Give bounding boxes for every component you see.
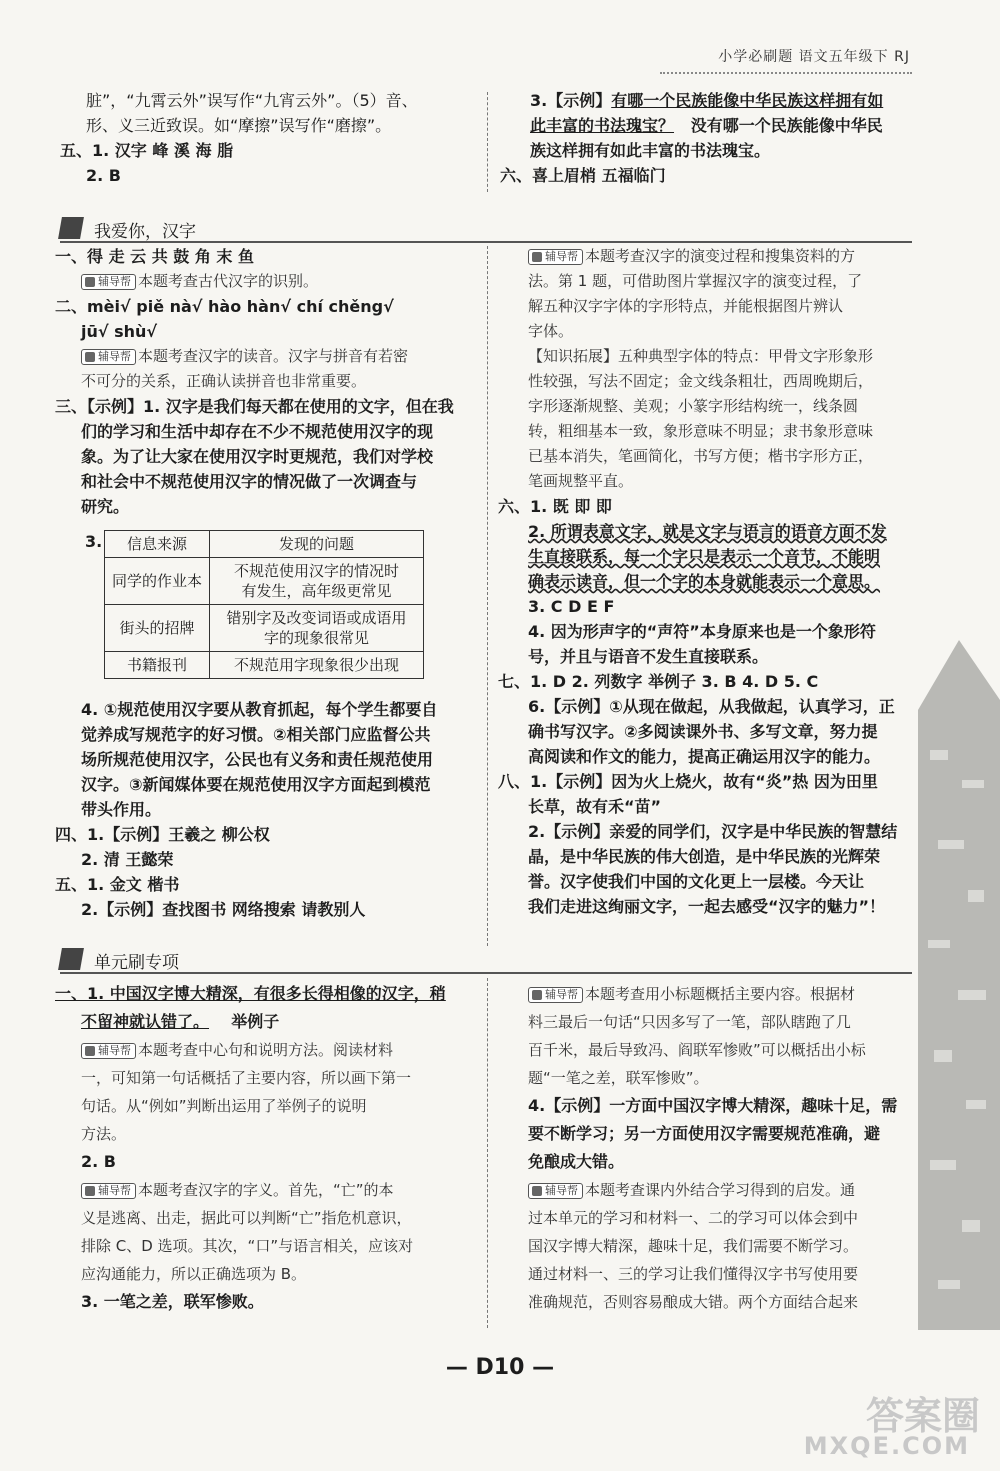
answer-line: 2.【示例】亲爱的同学们，汉字是中华民族的智慧结	[528, 822, 898, 841]
note-text: 本题考查中心句和说明方法。阅读材料	[138, 1041, 394, 1059]
answer-line: 汉字。③新闻媒体要在规范使用汉字方面起到模范	[81, 775, 431, 794]
section-header	[60, 215, 912, 243]
answer-line: 场所规范使用汉字，公民也有义务和责任规范使用	[81, 750, 434, 769]
watermark-url: MXQE.COM	[803, 1432, 970, 1460]
section1-left-lower	[55, 697, 480, 922]
watermark-logo: 答案圈	[865, 1394, 980, 1438]
answer-line: 4.【示例】一方面中国汉字博大精深，趣味十足，需	[528, 1096, 898, 1115]
wavy-answer: 2. 所谓表意文字，就是文字与语言的语音方面不发	[528, 522, 887, 541]
note-text: 本题考查汉字的读音。汉字与拼音有若密	[138, 347, 409, 365]
underlined-answer: 此丰富的书法瑰宝？	[530, 116, 675, 135]
note-text: 过本单元的学习和材料一、二的学习可以体会到中	[528, 1209, 859, 1227]
answer-line: 五、1. 金文 楷书	[55, 875, 180, 894]
note-text: 通过材料一、三的学习让我们懂得汉字书写使用要	[528, 1265, 859, 1283]
answer-line: 觉养成写规范字的好习惯。②相关部门应监督公共	[81, 725, 431, 744]
underlined-answer: 不留神就认错了。	[81, 1012, 210, 1031]
answer-line: 4. 因为形声字的“声符”本身原来也是一个象形符	[528, 622, 876, 641]
answer-line: 一、得 走 云 共 鼓 角 末 鱼	[55, 247, 254, 266]
table-row	[105, 558, 424, 605]
text-line: 形、义三近致误。如“摩擦”误写作“磨擦”。	[86, 116, 392, 135]
table-header-cell: 发现的问题	[210, 531, 424, 558]
section1-right	[498, 244, 918, 919]
answer-line: 6.【示例】①从现在做起，从我做起，认真学习，正	[528, 697, 895, 716]
tutor-tag: 辅导帮	[81, 274, 136, 290]
table-number: 3.	[85, 532, 103, 551]
answer-line: 2. B	[86, 166, 121, 185]
tutor-tag: 辅导帮	[528, 987, 583, 1003]
note-text: 料三最后一句话“只因多写了一笔，部队瞎跑了几	[528, 1013, 851, 1031]
knowledge-text: 【知识拓展】五种典型字体的特点：甲骨文字形象形	[528, 347, 874, 365]
note-text: 准确规范，否则容易酿成大错。两个方面结合起来	[528, 1293, 859, 1311]
answer-text: 没有哪一个民族能像中华民	[690, 116, 883, 135]
section-block-icon	[58, 948, 84, 970]
knowledge-text: 字形逐渐规整、美观；小篆字形结构统一，线条圆	[528, 397, 859, 415]
knowledge-text: 笔画规整平直。	[528, 472, 634, 490]
table-cell: 书籍报刊	[105, 652, 210, 679]
answer-line: 带头作用。	[81, 800, 162, 819]
note-text: 方法。	[81, 1125, 127, 1143]
section-title: 我爱你，汉字	[94, 222, 196, 242]
note-text: 百千米，最后导致冯、阎联军惨败”可以概括出小标	[528, 1041, 866, 1059]
note-text: 国汉字博大精深，趣味十足，我们需要不断学习。	[528, 1237, 859, 1255]
answer-line: 七、1. D 2. 列数字 举例子 3. B 4. D 5. C	[498, 672, 819, 691]
answer-line: 六、喜上眉梢 五福临门	[500, 166, 666, 185]
note-text: 不可分的关系，正确认读拼音也非常重要。	[81, 372, 367, 390]
answer-line: 号，并且与语音不发生直接联系。	[528, 647, 769, 666]
header-title: 小学必刷题 语文五年级下 RJ	[718, 49, 910, 65]
wavy-answer: 确表示读音，但一个字的本身就能表示一个意思。	[528, 572, 881, 591]
tutor-tag: 辅导帮	[81, 1183, 136, 1199]
answer-line: 三、【示例】1. 汉字是我们每天都在使用的文字，但在我	[55, 397, 454, 416]
table-cell: 错别字及改变词语或成语用 字的现象很常见	[210, 605, 424, 652]
table-row	[105, 652, 424, 679]
table-cell: 不规范用字现象很少出现	[210, 652, 424, 679]
answer-line: 3. C D E F	[528, 597, 615, 616]
note-text: 一，可知第一句话概括了主要内容，所以画下第一	[81, 1069, 412, 1087]
answer-line: 们的学习和生活中却存在不少不规范使用汉字的现	[81, 422, 434, 441]
table-cell: 同学的作业本	[105, 558, 210, 605]
answer-line: 2.【示例】查找图书 网络搜索 请教别人	[81, 900, 366, 919]
note-text: 本题考查古代汉字的识别。	[138, 272, 319, 290]
note-text: 本题考查课内外结合学习得到的启发。通	[585, 1181, 856, 1199]
note-text: 本题考查用小标题概括主要内容。根据材	[585, 985, 856, 1003]
knowledge-text: 已基本消失，笔画简化，书写方便；楷书字形方正，	[528, 447, 874, 465]
answer-line: 和社会中不规范使用汉字的情况做了一次调查与	[81, 472, 418, 491]
answer-line: jū√ shù√	[81, 322, 158, 341]
note-text: 题“一笔之差，联军惨败”。	[528, 1069, 709, 1087]
section-title: 单元刷专项	[94, 953, 179, 973]
answer-line: 确书写汉字。②多阅读课外书、多写文章，努力提	[528, 722, 878, 741]
top-right-block	[500, 88, 930, 188]
answer-line: 八、1.【示例】因为火上烧火，故有“炎”热 因为田里	[498, 772, 878, 791]
column-divider	[487, 978, 488, 1328]
answer-line: 免酿成大错。	[528, 1152, 625, 1171]
note-text: 应沟通能力，所以正确选项为 B。	[81, 1265, 307, 1283]
answer-line: 五、1. 汉字 峰 溪 海 脂	[60, 141, 234, 160]
answer-line: 四、1.【示例】王羲之 柳公权	[55, 825, 270, 844]
section-block-icon	[58, 217, 84, 239]
table-cell: 不规范使用汉字的情况时 有发生，高年级更常见	[210, 558, 424, 605]
note-text: 法。第 1 题，可借助图片掌握汉字的演变过程，了	[528, 272, 863, 290]
underlined-answer: 一、1. 中国汉字博大精深，有很多长得相像的汉字，稍	[55, 984, 446, 1003]
table-header-cell: 信息来源	[105, 531, 210, 558]
tutor-tag: 辅导帮	[528, 1183, 583, 1199]
section2-left	[55, 980, 480, 1316]
underlined-answer: 有哪一个民族能像中华民族这样拥有如	[611, 91, 884, 110]
note-text: 解五种汉字字体的字形特点，并能根据图片辨认	[528, 297, 844, 315]
table-header-row	[105, 531, 424, 558]
column-divider	[487, 92, 488, 192]
answer-line: 我们走进这绚丽文字，一起去感受“汉字的魅力”！	[528, 897, 886, 916]
knowledge-text: 转，粗细基本一致，象形意味不明显；隶书象形意味	[528, 422, 874, 440]
answer-line: 4. ①规范使用汉字要从教育抓起，每个学生都要自	[81, 700, 438, 719]
text-line: 脏”，“九霄云外”误写作“九宵云外”。（5）音、	[86, 91, 418, 110]
tutor-tag: 辅导帮	[81, 1043, 136, 1059]
wavy-answer: 生直接联系，每一个字只是表示一个音节，不能明	[528, 547, 881, 566]
answer-line: 3. 一笔之差，联军惨败。	[81, 1292, 264, 1311]
table-cell: 街头的招牌	[105, 605, 210, 652]
section-header	[60, 946, 912, 974]
note-text: 本题考查汉字的字义。首先，“亡”的本	[138, 1181, 394, 1199]
answer-line: 象。为了让大家在使用汉字时更规范，我们对学校	[81, 447, 434, 466]
section1-left	[55, 244, 480, 519]
column-divider	[487, 246, 488, 946]
answer-line: 长草，故有禾“苗”	[528, 797, 662, 816]
example-label: 3.【示例】	[530, 91, 612, 110]
note-text: 句话。从“例如”判断出运用了举例子的说明	[81, 1097, 367, 1115]
answer-line: 六、1. 既 即 即	[498, 497, 612, 516]
answer-line: 研究。	[81, 497, 130, 516]
answer-line: 晶，是中华民族的伟大创造，是中华民族的光辉荣	[528, 847, 881, 866]
answer-line: 高阅读和作文的能力，提高正确运用汉字的能力。	[528, 747, 881, 766]
answer-line: 二、mèi√ piě nà√ hào hàn√ chí chěng√	[55, 297, 394, 316]
answer-line: 2. 清 王懿荣	[81, 850, 174, 869]
answer-line: 要不断学习；另一方面使用汉字需要规范准确，避	[528, 1124, 881, 1143]
section2-right	[528, 980, 918, 1316]
decorative-margin-pattern	[918, 640, 1000, 1330]
answer-line: 2. B	[81, 1152, 116, 1171]
note-text: 排除 C、D 选项。其次，“口”与语言相关，应该对	[81, 1237, 414, 1255]
answer-line: 誉。汉字使我们中国的文化更上一层楼。今天让	[528, 872, 865, 891]
answer-text: 族这样拥有如此丰富的书法瑰宝。	[530, 141, 771, 160]
note-text: 字体。	[528, 322, 574, 340]
header-rule	[660, 72, 912, 74]
note-text: 义是逃离、出走，据此可以判断“亡”指危机意识，	[81, 1209, 412, 1227]
survey-table	[104, 530, 424, 679]
top-left-block	[60, 88, 480, 188]
knowledge-text: 性较强，写法不固定；金文线条粗壮，西周晚期后，	[528, 372, 874, 390]
tutor-tag: 辅导帮	[81, 349, 136, 365]
note-text: 本题考查汉字的演变过程和搜集资料的方	[585, 247, 856, 265]
answer-text: 举例子	[231, 1012, 280, 1031]
page-number: — D10 —	[445, 1355, 555, 1380]
tutor-tag: 辅导帮	[528, 249, 583, 265]
table-row	[105, 605, 424, 652]
